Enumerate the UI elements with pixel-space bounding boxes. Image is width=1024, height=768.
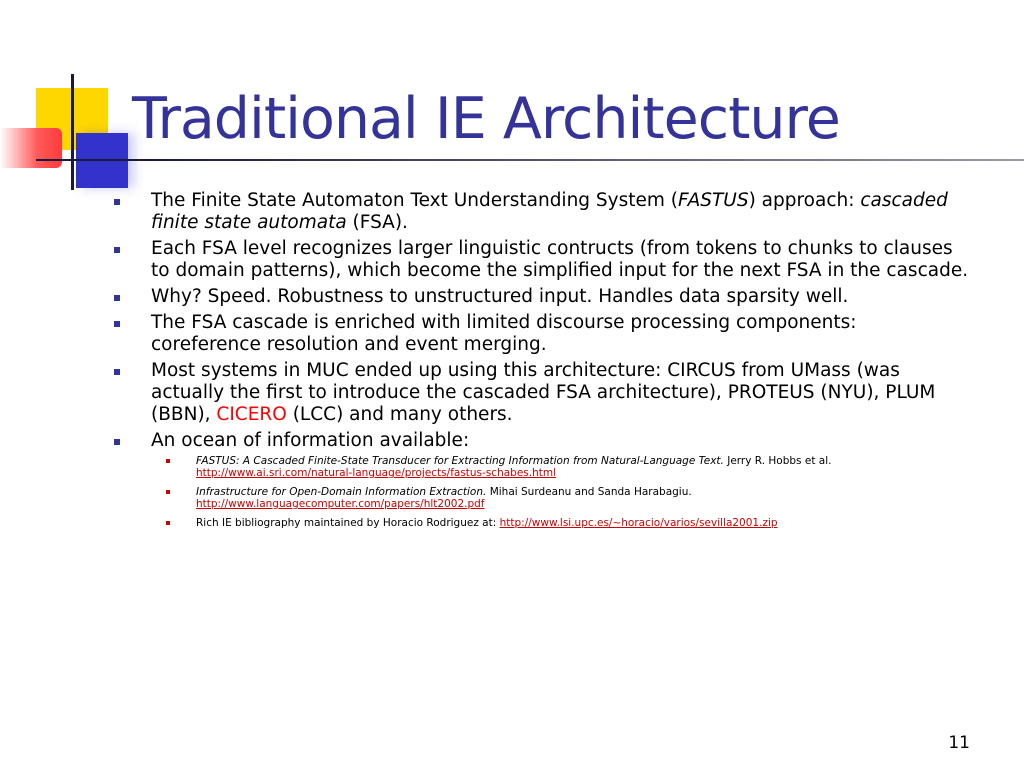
reference-list [151, 455, 972, 529]
decorative-vertical-line [71, 74, 74, 190]
bullet-text: (FSA). [346, 212, 408, 233]
bullet-ocean [112, 430, 972, 529]
reference-authors: Mihai Surdeanu and Sanda Harabagiu. [486, 486, 692, 498]
reference-fastus [151, 455, 972, 479]
bullet-discourse: The FSA cascade is enriched with limited discourse processing components: coreference resolution and event merging. [112, 312, 972, 356]
reference-link-sevilla[interactable]: http://www.lsi.upc.es/~horacio/varios/sevilla2001.zip [499, 517, 778, 529]
slide-title: Traditional IE Architecture [132, 86, 840, 152]
bullet-list [112, 190, 972, 529]
bullet-text: ) approach: [748, 190, 861, 211]
bullet-text: The Finite State Automaton Text Understanding System ( [151, 190, 679, 211]
reference-title: Infrastructure for Open-Domain Information Extraction. [196, 486, 487, 498]
reference-text: Rich IE bibliography maintained by Horacio Rodriguez at: [196, 517, 500, 529]
bullet-fastus [112, 190, 972, 234]
bullet-text: Most systems in MUC ended up using this architecture: CIRCUS from UMass (was actually the first to introduce the cascaded FSA architecture), PROTEUS (NYU), PLUM (BBN), [151, 360, 936, 425]
reference-bibliography [151, 517, 972, 529]
reference-infrastructure [151, 486, 972, 510]
decorative-red-bar [0, 128, 62, 168]
fastus-term: FASTUS [678, 190, 749, 211]
cicero-highlight: CICERO [216, 404, 287, 425]
bullet-text: An ocean of information available: [151, 430, 470, 451]
bullet-fsa-levels: Each FSA level recognizes larger linguistic contructs (from tokens to chunks to clauses to domain patterns), which become the simplified input for the next FSA in the cascade. [112, 238, 972, 282]
bullet-text: (LCC) and many others. [286, 404, 513, 425]
page-number: 11 [948, 733, 970, 753]
reference-authors: Jerry R. Hobbs et al. [723, 455, 832, 467]
reference-link-fastus[interactable]: http://www.ai.sri.com/natural-language/projects/fastus-schabes.html [196, 467, 557, 479]
reference-link-hlt2002[interactable]: http://www.languagecomputer.com/papers/hlt2002.pdf [196, 498, 485, 510]
fsa-term: cascaded finite state automata [151, 190, 948, 233]
bullet-muc-systems [112, 360, 972, 426]
reference-title: FASTUS: A Cascaded Finite-State Transducer for Extracting Information from Natural-Language Text. [196, 455, 724, 467]
title-underline-fade [150, 159, 1024, 161]
slide-content [112, 190, 972, 536]
bullet-why: Why? Speed. Robustness to unstructured input. Handles data sparsity well. [112, 286, 972, 308]
